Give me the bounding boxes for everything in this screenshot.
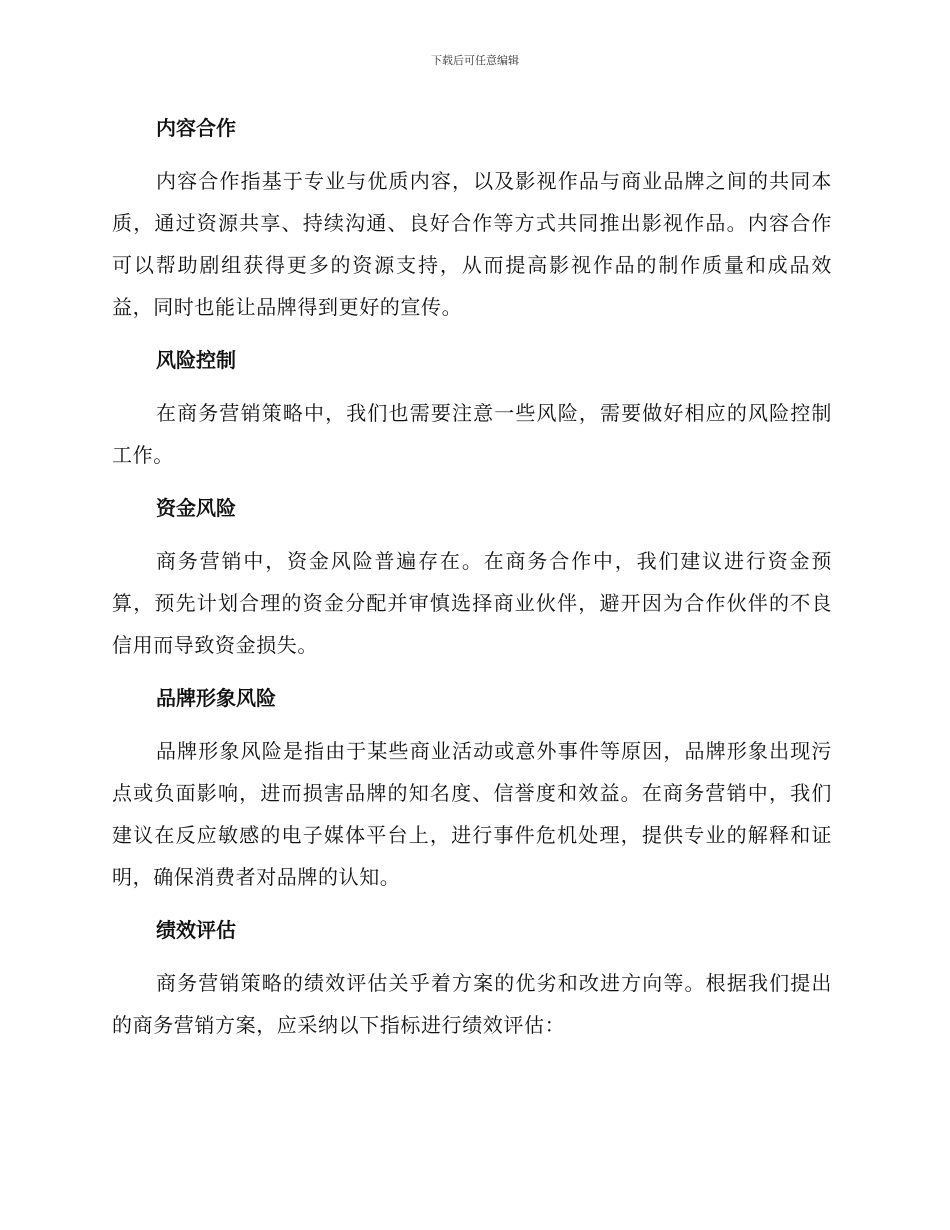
section-heading-performance-evaluation: 绩效评估 <box>156 918 236 942</box>
paragraph-risk-control: 在商务营销策略中，我们也需要注意一些风险，需要做好相应的风险控制工作。 <box>112 401 832 467</box>
section-heading-risk-control: 风险控制 <box>156 348 236 372</box>
section-heading-brand-image-risk: 品牌形象风险 <box>156 686 276 710</box>
paragraph-brand-image-risk: 品牌形象风险是指由于某些商业活动或意外事件等原因，品牌形象出现污点或负面影响，进而损害品牌的知名度、信誉度和效益。在商务营销中，我们建议在反应敏感的电子媒体平台上，进行事件危机处理，提供专业的解释和证明，确保消费者对品牌的认知。 <box>112 739 832 889</box>
paragraph-content-cooperation: 内容合作指基于专业与优质内容，以及影视作品与商业品牌之间的共同本质，通过资源共享、持续沟通、良好合作等方式共同推出影视作品。内容合作可以帮助剧组获得更多的资源支持，从而提高影视作品的制作质量和成品效益，同时也能让品牌得到更好的宣传。 <box>112 169 832 319</box>
section-heading-capital-risk: 资金风险 <box>156 496 236 520</box>
paragraph-capital-risk: 商务营销中，资金风险普遍存在。在商务合作中，我们建议进行资金预算，预先计划合理的资金分配并审慎选择商业伙伴，避开因为合作伙伴的不良信用而导致资金损失。 <box>112 549 832 657</box>
document-body <box>112 108 832 1058</box>
section-heading-content-cooperation: 内容合作 <box>156 116 236 140</box>
paragraph-performance-evaluation: 商务营销策略的绩效评估关乎着方案的优劣和改进方向等。根据我们提出的商务营销方案，应采纳以下指标进行绩效评估： <box>112 971 832 1037</box>
page-header: 下载后可任意编辑 <box>431 54 519 67</box>
